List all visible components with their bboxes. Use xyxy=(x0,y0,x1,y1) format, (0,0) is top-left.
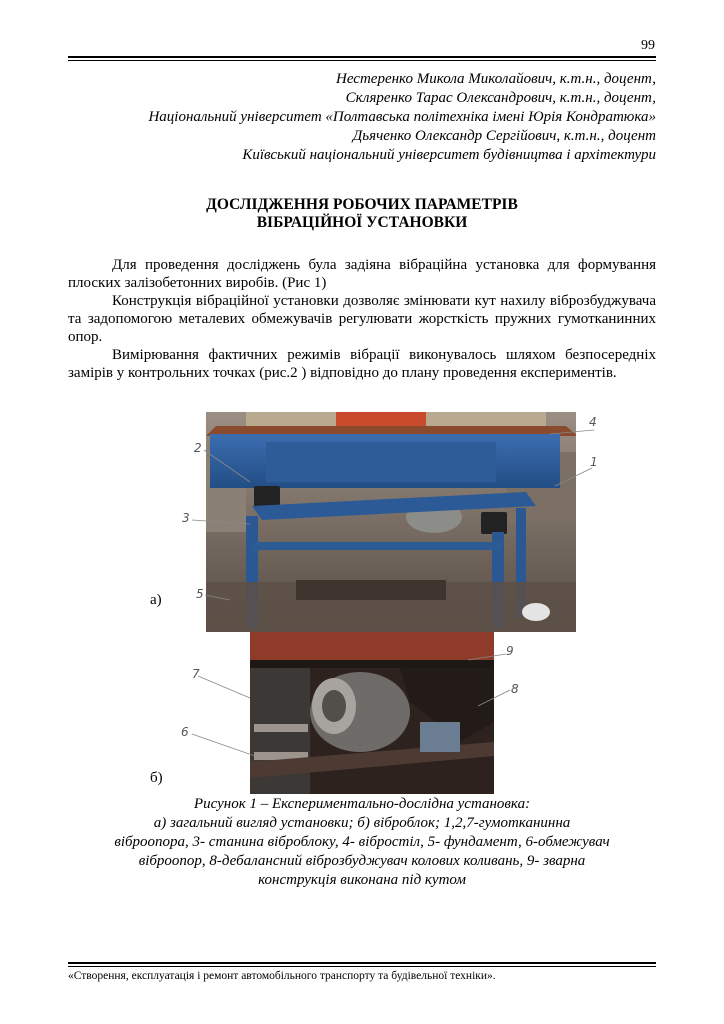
paragraph: Конструкція вібраційної установки дозволяє змінювати кут нахилу віброзбуджувача та задопомогою металевих обмежувачів регулювати жорсткість пружних гумотканинних опор. xyxy=(68,293,656,345)
callout-3: 3 xyxy=(182,511,190,525)
callout-9: 9 xyxy=(506,644,514,658)
author-line: Скляренко Тарас Олександрович, к.т.н., доцент, xyxy=(345,90,656,106)
callout-6: 6 xyxy=(181,725,189,739)
article-title xyxy=(68,196,656,232)
callout-line-7 xyxy=(198,676,250,698)
caption-line: віброопора, 3- станина віброблоку, 4- вібростіл, 5- фундамент, 6-обмежувач xyxy=(114,834,610,850)
callout-2: 2 xyxy=(194,441,202,455)
affiliation-line: Національний університет «Полтавська політехніка імені Юрія Кондратюка» xyxy=(148,109,656,125)
figure-label-a: а) xyxy=(150,592,162,608)
photo-a-drawing xyxy=(206,412,576,632)
caption-line: конструкція виконана під кутом xyxy=(258,872,466,888)
title-line-1: ДОСЛІДЖЕННЯ РОБОЧИХ ПАРАМЕТРІВ xyxy=(206,196,518,213)
header-rule-thin xyxy=(68,60,656,61)
photo-vibro-block xyxy=(250,632,494,794)
paragraph: Для проведення досліджень була задіяна вібраційна установка для формування плоских залізобетонних виробів. (Рис 1) xyxy=(68,257,656,291)
author-line: Дьяченко Олександр Сергійович, к.т.н., доцент xyxy=(352,128,656,144)
footer-rule-thin xyxy=(68,966,656,967)
authors-block xyxy=(60,70,656,165)
caption-line: віброопор, 8-дебалансний віброзбуджувач колових коливань, 9- зварна xyxy=(138,853,586,869)
figure-caption xyxy=(68,795,656,890)
footer-text: «Створення, експлуатація і ремонт автомобільного транспорту та будівельної техніки». xyxy=(68,970,496,982)
callout-5: 5 xyxy=(196,587,204,601)
caption-line: а) загальний вигляд установки; б) віброблок; 1,2,7-гумотканинна xyxy=(153,815,571,831)
figure-label-b: б) xyxy=(150,770,163,786)
callout-8: 8 xyxy=(511,682,519,696)
photo-general-view xyxy=(206,412,576,632)
affiliation-line: Київський національний університет будівництва і архітектури xyxy=(242,147,656,163)
callout-4: 4 xyxy=(589,415,597,429)
photo-b-drawing xyxy=(250,632,494,794)
body-text xyxy=(68,256,656,382)
header-rule xyxy=(68,56,656,58)
page-number: 99 xyxy=(641,38,655,53)
caption-line: Рисунок 1 – Експериментально-дослідна установка: xyxy=(193,796,531,812)
title-line-2: ВІБРАЦІЙНОЇ УСТАНОВКИ xyxy=(256,214,468,231)
callout-1: 1 xyxy=(590,455,598,469)
footer-rule xyxy=(68,962,656,964)
callout-7: 7 xyxy=(192,667,200,681)
author-line: Нестеренко Микола Миколайович, к.т.н., доцент, xyxy=(336,71,656,87)
paragraph: Вимірювання фактичних режимів вібрації виконувалось шляхом безпосередніх замірів у контрольних точках (рис.2 ) відповідно до плану проведення експериментів. xyxy=(68,347,656,381)
callout-line-6 xyxy=(192,734,255,756)
